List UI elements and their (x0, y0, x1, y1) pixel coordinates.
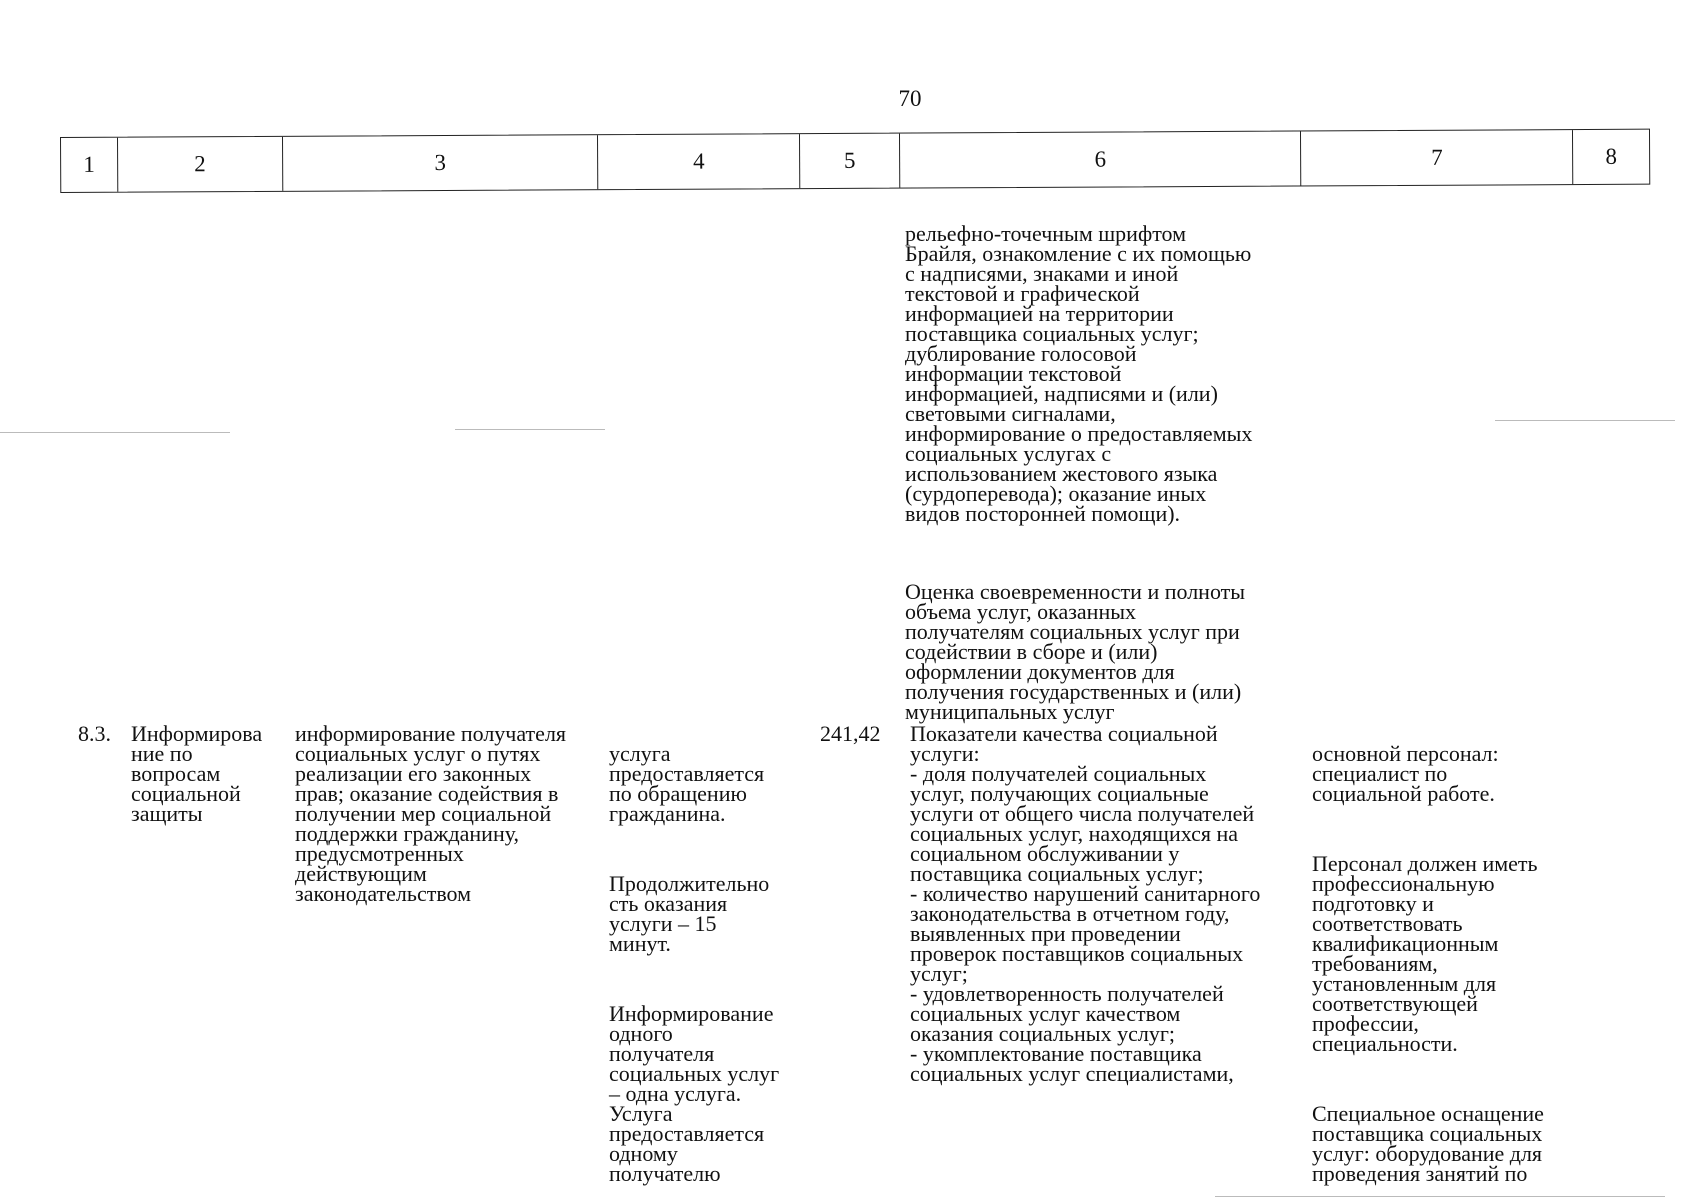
conditions-paragraph-1: основной персонал: специалист по социальной работе. (1312, 741, 1499, 806)
header-col-7: 7 (1301, 130, 1573, 185)
continuation-col6 (905, 204, 1305, 742)
service-terms (609, 724, 809, 1204)
scan-artifact (1495, 420, 1675, 421)
header-col-2: 2 (118, 137, 283, 192)
service-price: 241,42 (820, 721, 881, 746)
conditions-paragraph-2: Персонал должен иметь профессиональную подготовку и соответствовать квалификационным требованиям, установленным для соответствующей профессии, специальности. (1312, 851, 1538, 1056)
header-col-4: 4 (598, 134, 800, 189)
service-conditions (1312, 724, 1602, 1204)
page-number: 70 (898, 86, 922, 111)
conditions-paragraph-3: Специальное оснащение поставщика социальных услуг: оборудование для проведения занятий по (1312, 1101, 1544, 1186)
table-header-row (60, 129, 1650, 193)
header-col-8: 8 (1605, 143, 1618, 169)
terms-paragraph-3: Информирование одного получателя социальных услуг – одна услуга. Услуга предоставляется одному получателю (609, 1001, 780, 1186)
continuation-text-part2: Оценка своевременности и полноты объема услуг, оказанных получателям социальных услуг при содействии в сборе и (или) оформлении документов для получения государственных и (или) муниципальных услуг (905, 579, 1246, 724)
service-name: Информирова ние по вопросам социальной защиты (131, 721, 263, 826)
terms-paragraph-1: услуга предоставляется по обращению гражданина. (609, 741, 765, 826)
scan-artifact (0, 432, 230, 433)
header-col-5: 5 (800, 134, 900, 189)
scan-artifact (1215, 1196, 1665, 1197)
header-col-1: 1 (61, 138, 118, 192)
continuation-text-part1: рельефно-точечным шрифтом Брайля, ознакомление с их помощью с надписями, знаками и иной текстовой и графической информацией на территории поставщика социальных услуг; дублирование голосовой информации текстовой информацией, надписями и (или) световыми сигналами, информирование о предоставляемых социальных услугах с использованием жестового языка (сурдоперевода); оказание иных видов посторонней помощи). (905, 221, 1253, 526)
quality-indicators: Показатели качества социальной услуги: - доля получателей социальных услуг, получающих социальные услуги от общего числа получателей социальных услуг, находящихся на социальном обслуживании у поставщика социальных услуг; - количество нарушений санитарного законодательства в отчетном году, выявленных при проведении проверок поставщиков социальных услуг; - удовлетворенность получателей социальных услуг качеством оказания социальных услуг; - укомплектование поставщика социальных услуг специалистами, (910, 721, 1261, 1086)
service-content: информирование получателя социальных услуг о путях реализации его законных прав; оказание содействия в получении мер социальной поддержки гражданину, предусмотренных действующим законодательством (295, 721, 567, 906)
header-col-3: 3 (283, 135, 599, 191)
scan-artifact (455, 429, 605, 430)
terms-paragraph-2: Продолжительно сть оказания услуги – 15 минут. (609, 871, 770, 956)
header-col-6: 6 (900, 131, 1302, 187)
row-number: 8.3. (78, 721, 111, 746)
